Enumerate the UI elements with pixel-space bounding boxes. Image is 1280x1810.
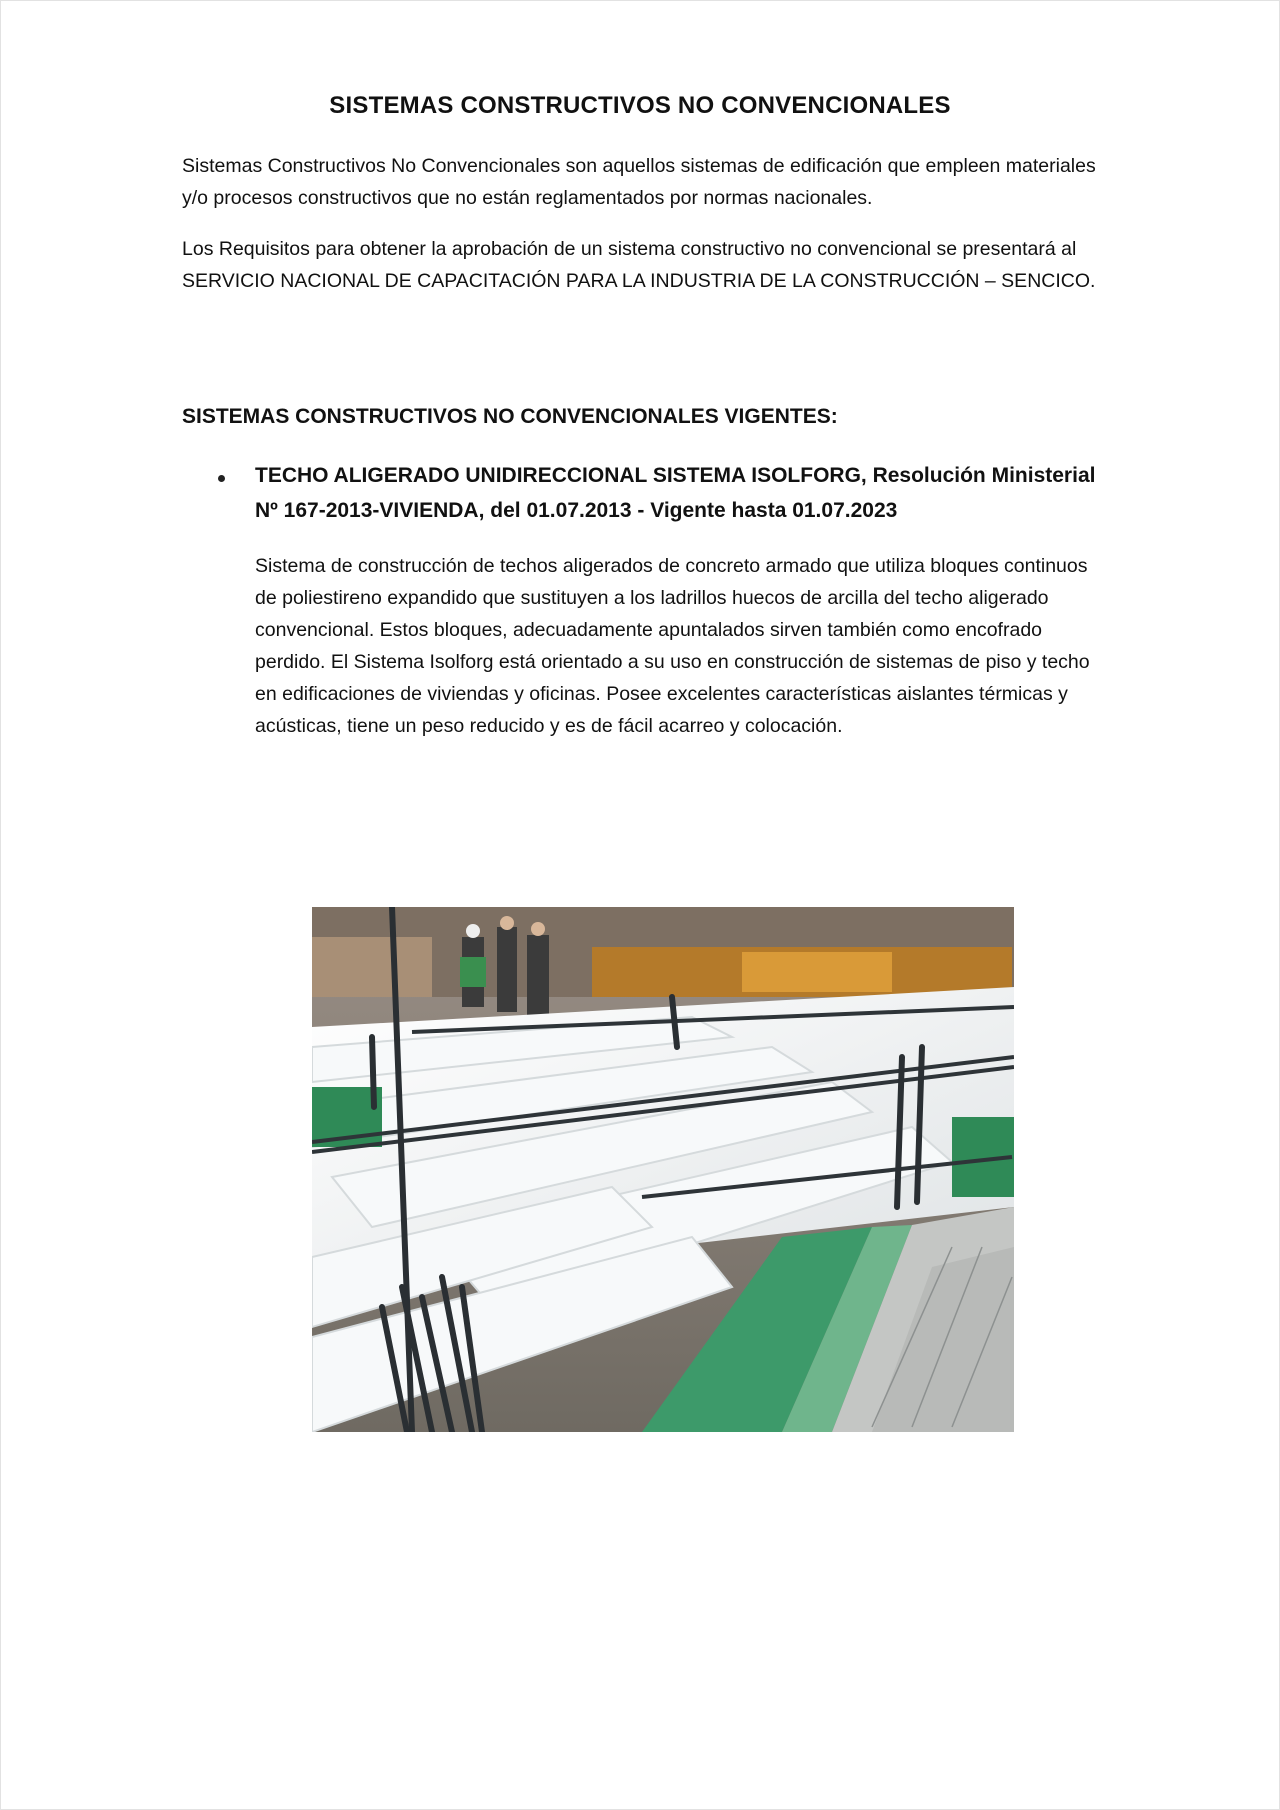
section-heading: SISTEMAS CONSTRUCTIVOS NO CONVENCIONALES VIGENTES: xyxy=(182,405,838,428)
requirements-paragraph: Los Requisitos para obtener la aprobación de un sistema constructivo no convencional se presentará al SERVICIO NACIONAL DE CAPACITACIÓN PARA LA INDUSTRIA DE LA CONSTRUCCIÓN – SENCICO. xyxy=(182,238,1096,292)
document-title: SISTEMAS CONSTRUCTIVOS NO CONVENCIONALES xyxy=(329,92,951,119)
bullet-dot-icon xyxy=(218,475,225,482)
intro-paragraph: Sistemas Constructivos No Convencionales son aquellos sistemas de edificación que empleen materiales y/o procesos constructivos que no están reglamentados por normas nacionales. xyxy=(182,155,1096,209)
list-item-heading: TECHO ALIGERADO UNIDIRECCIONAL SISTEMA ISOLFORG, Resolución Ministerial Nº 167-2013-VIVIENDA, del 01.07.2013 - Vigente hasta 01.07.2023 xyxy=(255,464,1096,522)
isolforg-roof-illustration xyxy=(312,907,1014,1432)
construction-photo xyxy=(312,907,1014,1432)
list-item-description: Sistema de construcción de techos aligerados de concreto armado que utiliza bloques continuos de poliestireno expandido que sustituyen a los ladrillos huecos de arcilla del techo aligerado convencional. Estos bloques, adecuadamente apuntalados sirven también como encofrado perdido. El Sistema Isolforg está orientado a su uso en construcción de sistemas de piso y techo en edificaciones de viviendas y oficinas. Posee excelentes características aislantes térmicas y acústicas, tiene un peso reducido y es de fácil acarreo y colocación. xyxy=(255,555,1090,737)
